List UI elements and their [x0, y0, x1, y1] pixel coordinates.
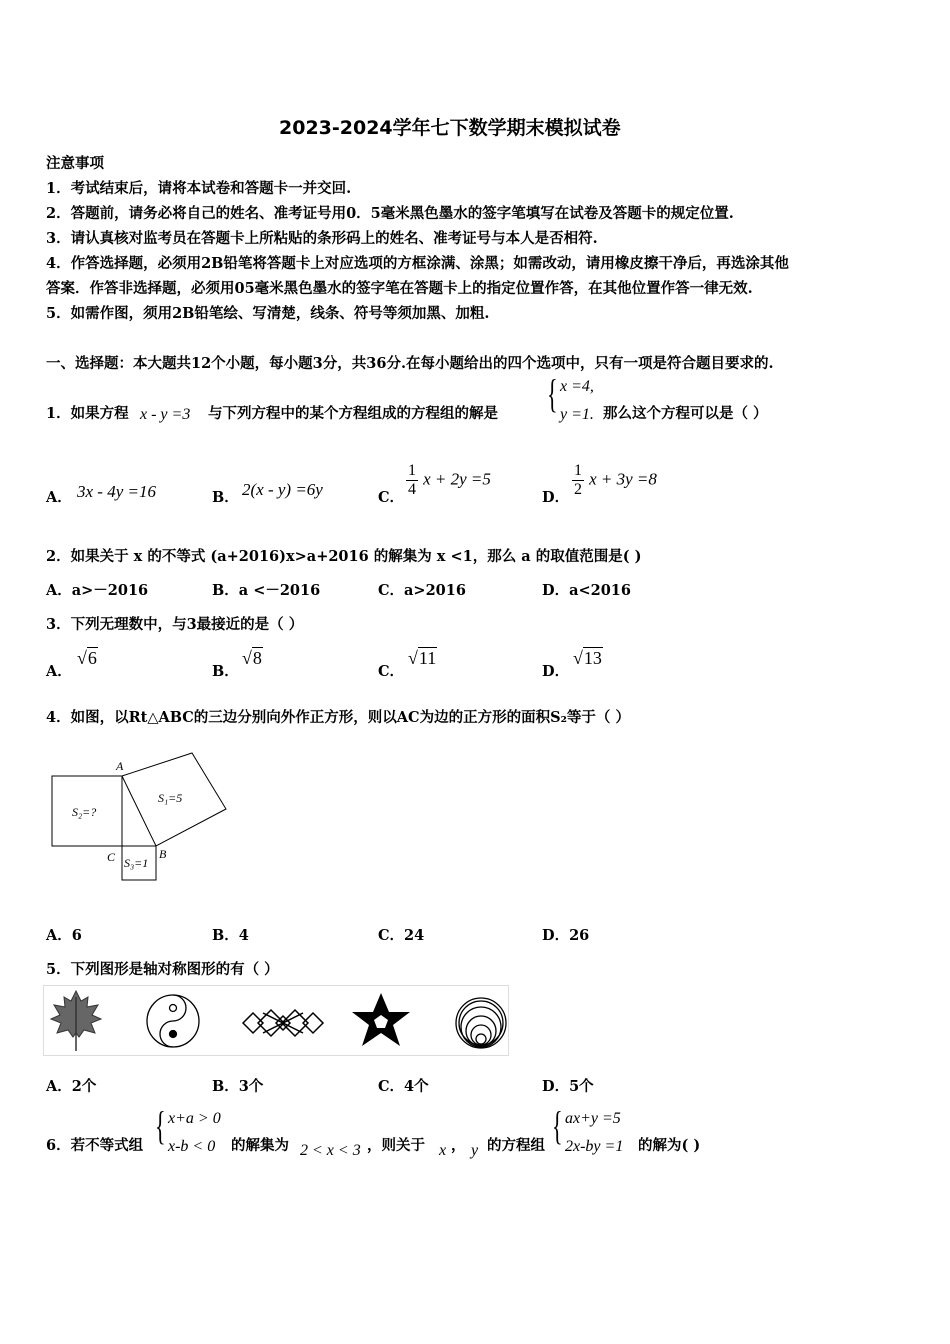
q1-option-c — [406, 462, 491, 498]
q1-pre: 1．如果方程 — [46, 405, 129, 422]
q1-post: 那么这个方程可以是（ ） — [603, 405, 768, 422]
q6-var-x: x — [439, 1142, 447, 1159]
q6-comma: ， — [451, 1137, 466, 1154]
q3-option-d-radicand: 13 — [583, 648, 602, 668]
q6-mid2: ，则关于 — [367, 1137, 425, 1154]
page-title: 2023-2024学年七下数学期末模拟试卷 — [279, 117, 621, 139]
notice-item: 5．如需作图，须用2B铅笔绘、写清楚，线条、符号等须加黑、加粗. — [46, 305, 490, 322]
star-figure — [352, 993, 410, 1046]
q4-label-c: C — [107, 850, 116, 864]
q6-system-b-line2: 2x-by =1 — [565, 1138, 624, 1155]
q1-option-c-label: C． — [378, 489, 405, 506]
q2-option-d: D．a<2016 — [542, 582, 631, 599]
notice-heading: 注意事项 — [46, 155, 104, 172]
q4-option-b: B．4 — [212, 927, 249, 944]
q1-option-c-rest: x + 2y =5 — [423, 469, 491, 489]
q1-option-b-label: B． — [212, 489, 239, 506]
q3-option-a-radicand: 6 — [87, 648, 97, 668]
q6-system-b-line1: ax+y =5 — [565, 1110, 621, 1127]
q4-label-s-bottom: S₃=1 — [124, 856, 149, 870]
q1-option-a: 3x - 4y =16 — [77, 482, 156, 501]
notice-item: 1．考试结束后，请将本试卷和答题卡一并交回. — [46, 180, 352, 197]
q1-equation: x - y =3 — [140, 406, 191, 423]
q4-stem: 4．如图，以Rt△ABC的三边分别向外作正方形，则以AC为边的正方形的面积S₂等于（ ） — [46, 709, 630, 726]
q4-label-b: B — [159, 847, 167, 861]
q4-label-s-left: S₂=? — [72, 805, 97, 819]
q6-mid3: 的方程组 — [487, 1137, 545, 1154]
q6-brace-a: { — [155, 1103, 166, 1148]
yin-yang-figure — [147, 995, 199, 1047]
maple-leaf-figure — [51, 991, 101, 1051]
q4-option-c: C．24 — [378, 927, 425, 944]
q6-system-a-line2: x-b < 0 — [168, 1138, 216, 1155]
circles-figure — [456, 998, 506, 1048]
q3-stem: 3．下列无理数中，与3最接近的是（ ） — [46, 616, 304, 633]
q3-option-b-sqrt: √8 — [242, 648, 262, 668]
q5-option-b: B．3个 — [212, 1078, 264, 1095]
q1-option-c-denominator: 4 — [408, 480, 416, 498]
q1-system-line2: y =1. — [560, 406, 594, 423]
q4-label-a: A — [116, 759, 124, 773]
q1-option-d-numerator: 1 — [574, 462, 582, 479]
q3-option-b-label: B． — [212, 663, 239, 680]
notice-item: 2．答题前，请务必将自己的姓名、准考证号用0．5毫米黑色墨水的签字笔填写在试卷及答题卡的规定位置. — [46, 205, 734, 222]
q3-option-b-radicand: 8 — [252, 648, 262, 668]
q3-option-a-label: A． — [46, 663, 72, 680]
q6-brace-b: { — [552, 1103, 563, 1148]
q5-option-c: C．4个 — [378, 1078, 429, 1095]
q3-option-c-radicand: 11 — [418, 648, 437, 668]
q6-pre: 6．若不等式组 — [46, 1137, 144, 1154]
q1-system-line1: x =4, — [560, 378, 594, 395]
q1-option-d-rest: x + 3y =8 — [589, 469, 657, 489]
q2-option-a: A．a>－2016 — [46, 582, 149, 599]
q5-stem: 5．下列图形是轴对称图形的有（ ） — [46, 961, 279, 978]
q6-mid1: 的解集为 — [231, 1137, 289, 1154]
q1-option-d-label: D． — [542, 489, 570, 506]
q1-mid: 与下列方程中的某个方程组成的方程组的解是 — [208, 405, 498, 422]
q4-label-s-right: S₁=5 — [158, 791, 183, 805]
notice-item: 答案．作答非选择题，必须用05毫米黑色墨水的签字笔在答题卡上的指定位置作答，在其他位置作答一律无效. — [46, 280, 753, 297]
q6-post: 的解为( ) — [638, 1137, 701, 1154]
q1-option-d-denominator: 2 — [574, 480, 582, 498]
q1-option-c-numerator: 1 — [408, 462, 416, 479]
q2-option-c: C．a>2016 — [378, 582, 466, 599]
q3-option-a-sqrt: √6 — [77, 648, 97, 668]
q4-option-a: A．6 — [46, 927, 82, 944]
knot-figure — [243, 1010, 323, 1036]
q6-system-a-line1: x+a > 0 — [168, 1110, 221, 1127]
q1-brace: { — [547, 371, 558, 416]
q2-option-b: B．a <－2016 — [212, 582, 321, 599]
q5-figures — [43, 985, 509, 1057]
q3-option-d-sqrt: √13 — [573, 648, 602, 668]
q4-option-d: D．26 — [542, 927, 590, 944]
notice-item: 4．作答选择题，必须用2B铅笔将答题卡上对应选项的方框涂满、涂黑；如需改动，请用橡皮擦干净后，再选涂其他 — [46, 255, 789, 272]
q1-option-b: 2(x - y) =6y — [242, 480, 323, 499]
q5-option-d: D．5个 — [542, 1078, 594, 1095]
q3-option-c-label: C． — [378, 663, 405, 680]
notice-item: 3．请认真核对监考员在答题卡上所粘贴的条形码上的姓名、准考证号与本人是否相符. — [46, 230, 598, 247]
q1-option-d — [572, 462, 657, 498]
q3-option-d-label: D． — [542, 663, 570, 680]
q6-var-y: y — [471, 1142, 479, 1159]
q4-figure — [45, 752, 235, 887]
q2-stem: 2．如果关于 x 的不等式 (a+2016)x>a+2016 的解集为 x <1，那么 a 的取值范围是( ) — [46, 548, 642, 565]
section-heading: 一、选择题：本大题共12个小题，每小题3分，共36分.在每小题给出的四个选项中，只有一项是符合题目要求的. — [46, 355, 774, 372]
q3-option-c-sqrt: √11 — [408, 648, 437, 668]
q5-option-a: A．2个 — [46, 1078, 97, 1095]
q6-range: 2 < x < 3 — [300, 1142, 361, 1159]
q1-option-a-label: A． — [46, 489, 72, 506]
